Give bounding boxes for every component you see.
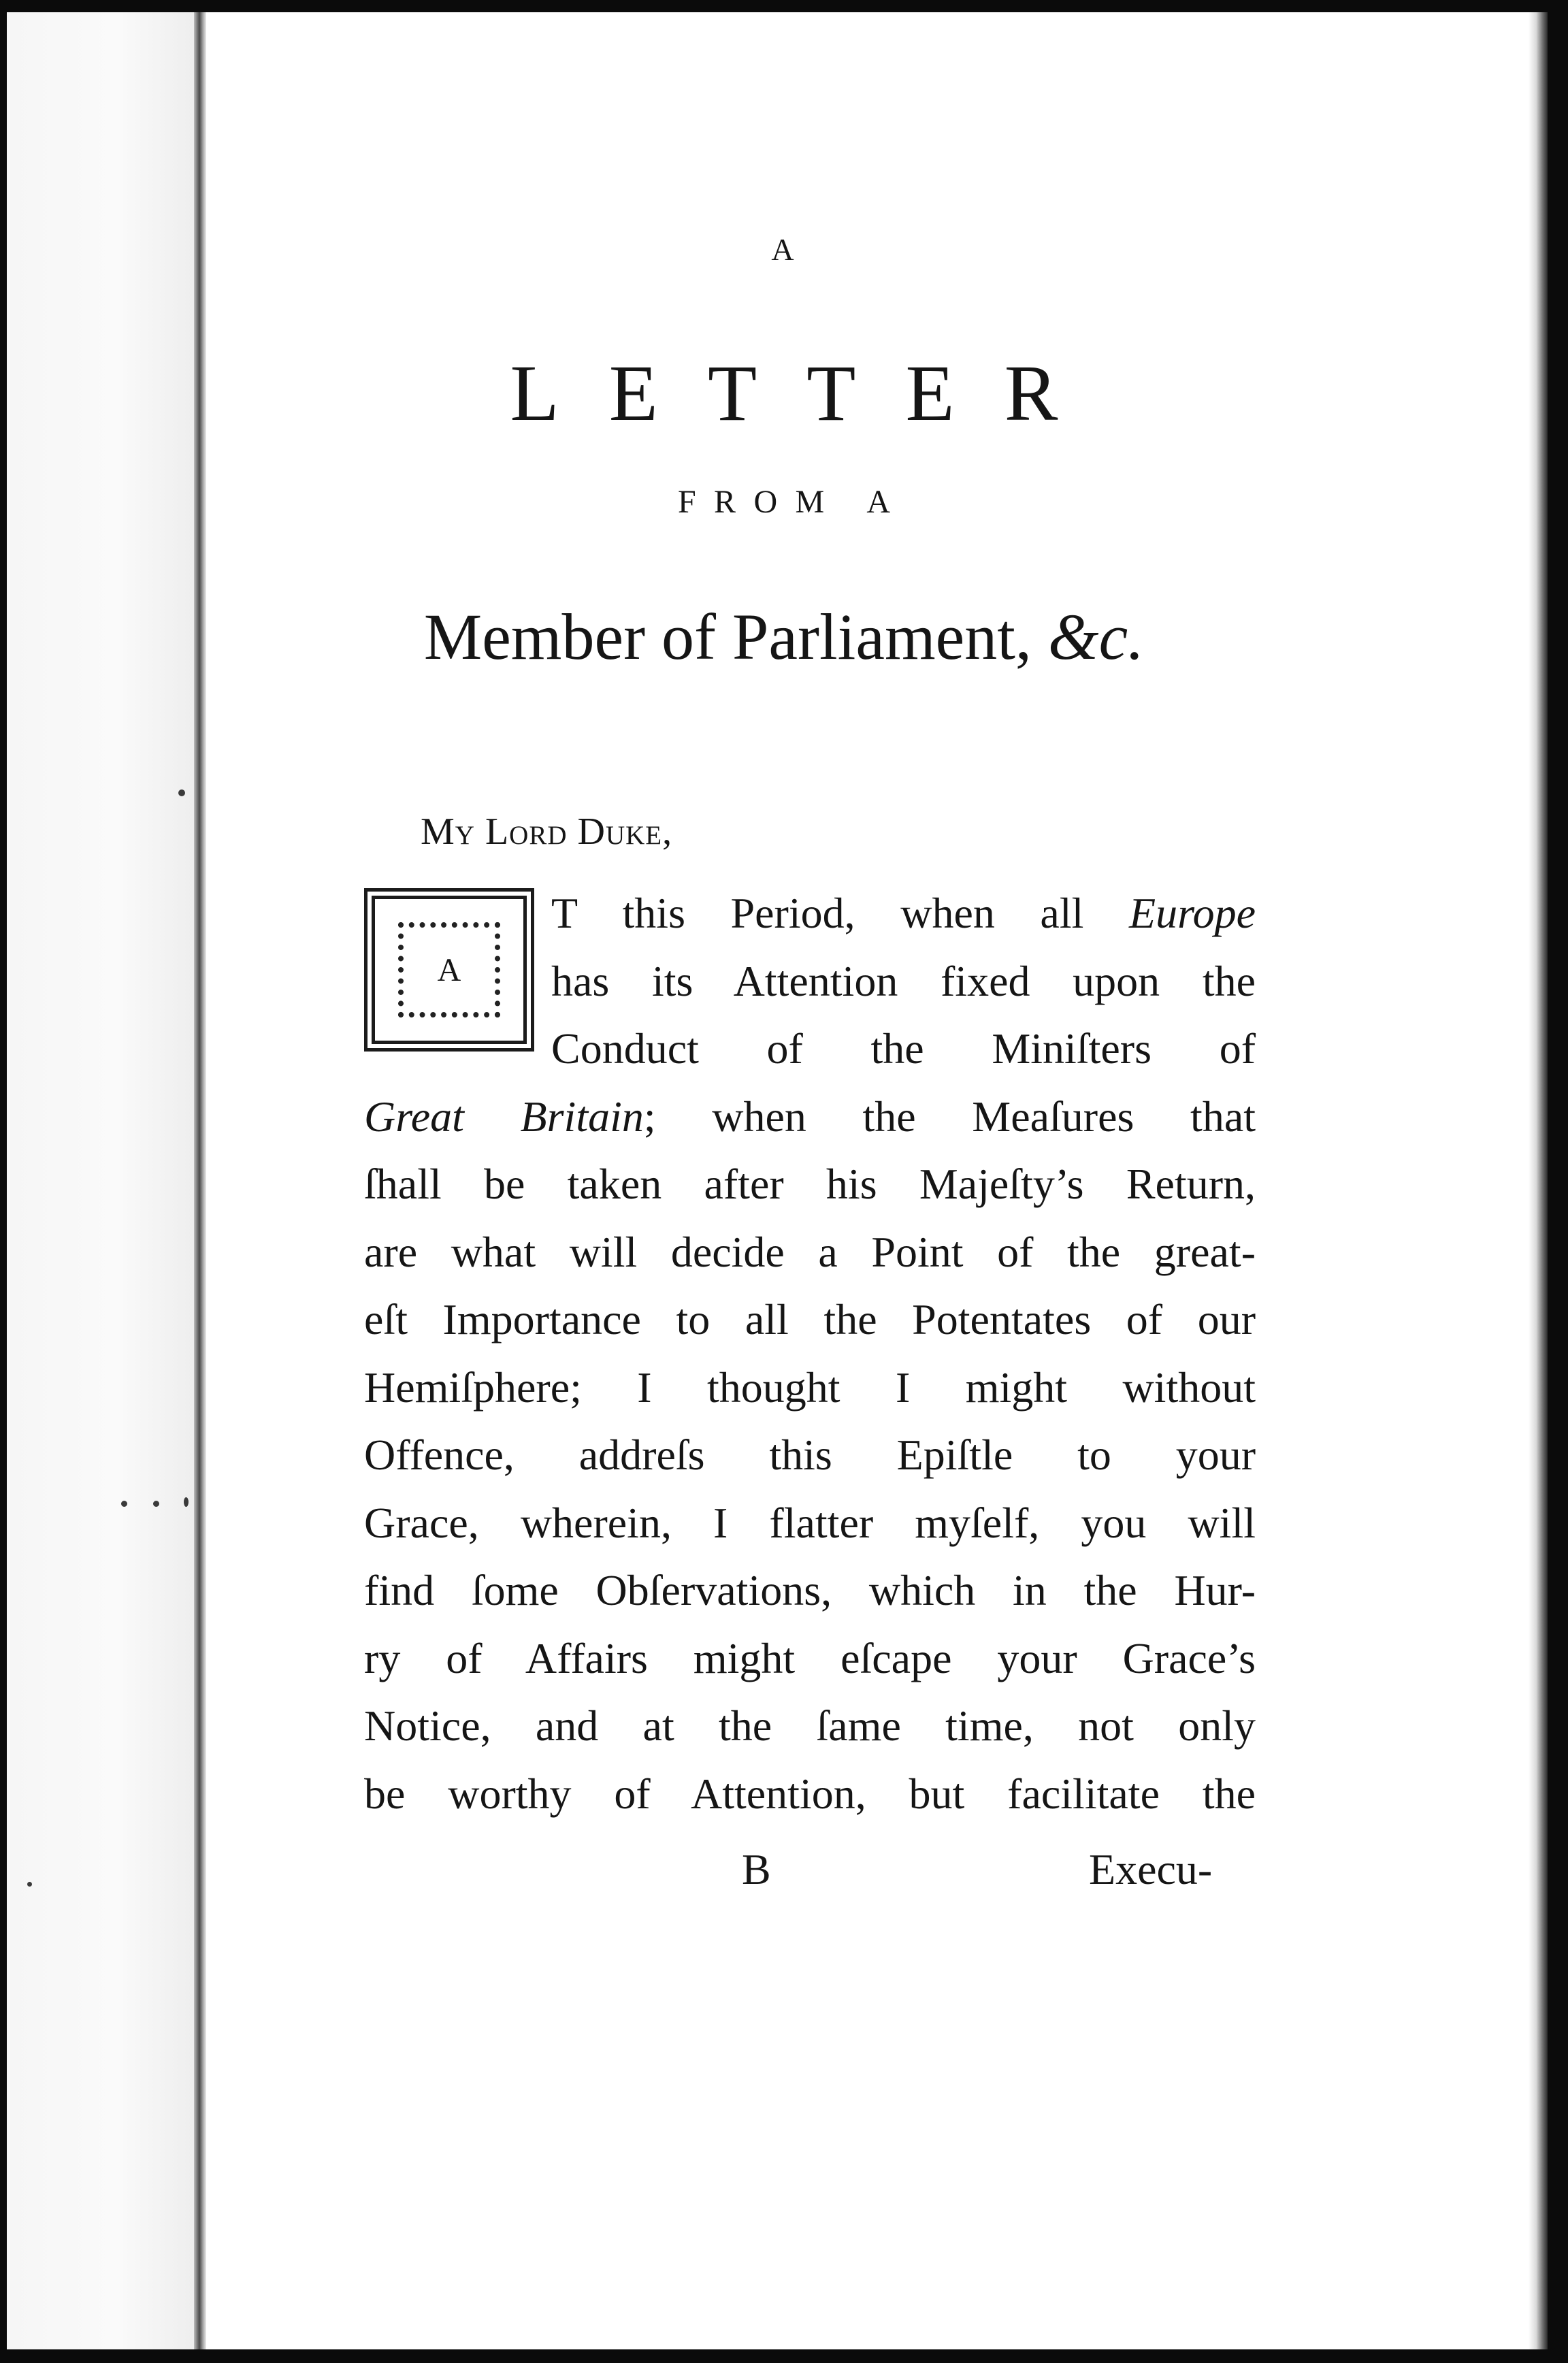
body-line [364,1501,1256,1545]
body-line [364,1433,1256,1477]
body-line [551,1024,1256,1073]
body-line [364,1772,1256,1816]
body-line [551,957,1256,1005]
body-line [364,1701,1256,1750]
scan-border-bottom [0,2349,1568,2363]
body-text-run: find ſome Obſervations, which in the Hur- [364,1566,1256,1614]
body-text-run: Hemiſphere; I thought I might without [364,1363,1256,1412]
body-line [364,1295,1256,1343]
body-text-run: ; when the Meaſures that [643,1092,1256,1141]
scan-border-left [0,0,7,2363]
heading-letter: LETTER [510,348,1108,438]
heading-member-of-parliament [0,599,1568,674]
salutation: My Lord Duke, [421,811,673,853]
body-line [364,1228,1256,1276]
ink-speck [184,1497,189,1507]
body-text-run: Grace, wherein, I flatter myſelf, you will [364,1499,1256,1547]
ink-speck [153,1501,159,1507]
body-text-run: Conduct of the Miniſters of [551,1024,1256,1073]
body-line [364,1566,1256,1614]
italic-text: Europe [1128,889,1256,937]
body-text-run: Offence, addreſs this Epiſtle to your [364,1431,1256,1479]
body-line [551,889,1256,937]
body-text-run: eſt Importance to all the Potentates of our [364,1295,1256,1343]
scan-border-top [0,0,1568,12]
heading-from: FROM A [677,484,909,520]
scan-border-right [1548,0,1568,2363]
body-text-run: be worthy of Attention, but facilitate the [364,1770,1256,1818]
body-text-run: Notice, and at the ſame time, not only [364,1701,1256,1750]
italic-text: Great Britain [364,1092,644,1141]
drop-cap-letter: A [437,951,461,988]
body-text-run: has its Attention fixed upon the [551,957,1256,1005]
body-line [364,1092,1256,1141]
body-text-run: ry of Affairs might eſcape your Grace’s [364,1634,1256,1682]
body-text-run: T this Period, when all [551,889,1129,937]
ink-speck [27,1882,32,1887]
heading-article: A [771,232,797,267]
ink-speck [121,1501,127,1507]
ink-speck [178,789,185,796]
signature-mark: B [742,1845,771,1893]
catchword: Execu- [1089,1845,1213,1893]
body-text-run: ſhall be taken after his Majeſty’s Return, [364,1160,1256,1208]
body-line [364,1363,1256,1412]
body-line [364,1634,1256,1682]
decorated-initial [364,888,534,1052]
heading-etc: &c. [1047,600,1145,673]
body-line [364,1162,1256,1206]
heading-member-text: Member of Parliament, [423,600,1032,673]
body-text-run: are what will decide a Point of the great- [364,1228,1256,1276]
decorated-initial-inner [398,922,500,1017]
